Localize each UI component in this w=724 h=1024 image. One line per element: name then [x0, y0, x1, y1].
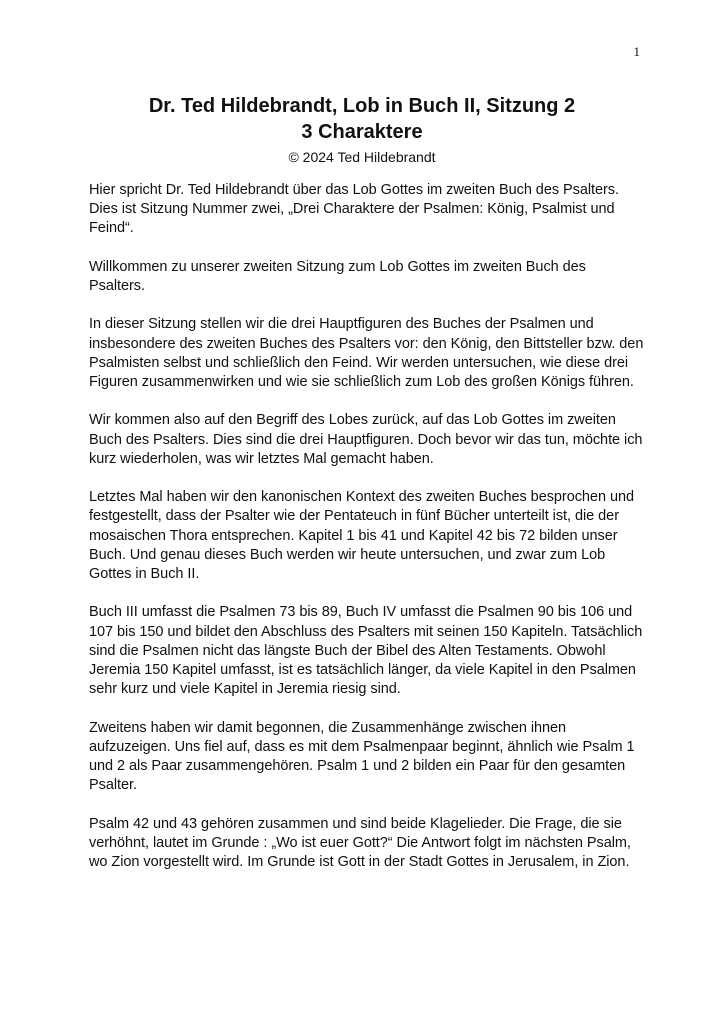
copyright-notice: © 2024 Ted Hildebrandt [288, 149, 436, 165]
paragraph-canonical-context: Letztes Mal haben wir den kanonischen Kontext des zweiten Buches besprochen und festgestellt, dass der Psalter wie der Pentateuch in fünf Bücher unterteilt ist, die der mosaischen Thora entsprechen. Kapitel 1 bis 41 und Kapitel 42 bis 72 bilden unser Buch. Und genau dieses Buch werden wir heute untersuchen, und zwar zum Lob Gottes in Buch II. [89, 489, 634, 582]
paragraph-session-overview: In dieser Sitzung stellen wir die drei Hauptfiguren des Buches der Psalmen und insbesondere des zweiten Buches des Psalters vor: den König, den Bittsteller bzw. den Psalmisten selbst und schließlich den Feind. Wir werden untersuchen, wie diese drei Figuren zusammenwirken und wie sie schließlich zum Lob des großen Königs führen. [89, 316, 644, 390]
paragraph-intro: Hier spricht Dr. Ted Hildebrandt über das Lob Gottes im zweiten Buch des Psalters. Dies ist Sitzung Nummer zwei, „Drei Charaktere der Psalmen: König, Psalmist und Feind“. [89, 182, 619, 237]
document-title: Dr. Ted Hildebrandt, Lob in Buch II, Sitzung 2 [148, 95, 576, 117]
paragraph-psalm-42-43: Psalm 42 und 43 gehören zusammen und sind beide Klagelieder. Die Frage, die sie verhöhnt, lautet im Grunde : „Wo ist euer Gott?“ Die Antwort folgt im nächsten Psalm, wo Zion vorgestellt wird. Im Grunde ist Gott in der Stadt Gottes in Jerusalem, in Zion. [89, 815, 631, 870]
paragraph-praise-concept: Wir kommen also auf den Begriff des Lobes zurück, auf das Lob Gottes im zweiten Buch des Psalters. Dies sind die drei Hauptfiguren. Doch bevor wir das tun, möchte ich kurz wiederholen, was wir letztes Mal gemacht haben. [89, 412, 643, 467]
page-number: 1 [633, 44, 640, 59]
document-subtitle: 3 Charaktere [301, 121, 423, 143]
paragraph-welcome: Willkommen zu unserer zweiten Sitzung zum Lob Gottes im zweiten Buch des Psalters. [89, 258, 586, 294]
document-header [0, 93, 724, 168]
paragraph-connections: Zweitens haben wir damit begonnen, die Zusammenhänge zwischen ihnen aufzuzeigen. Uns fiel auf, dass es mit dem Psalmenpaar beginnt, ähnlich wie Psalm 1 und 2 als Paar zusammengehören. Psalm 1 und 2 bilden ein Paar für den gesamten Psalter. [89, 719, 635, 794]
document-body [89, 181, 645, 891]
paragraph-book-divisions: Buch III umfasst die Psalmen 73 bis 89, Buch IV umfasst die Psalmen 90 bis 106 und 107 bis 150 und bildet den Abschluss des Psalters mit seinen 150 Kapiteln. Tatsächlich sind die Psalmen nicht das längste Buch der Bibel des Alten Testaments. Obwohl Jeremia 150 Kapitel umfasst, ist es tatsächlich länger, da viele Kapitel in den Psalmen sehr kurz und viele Kapitel in Jeremia riesig sind. [89, 604, 643, 698]
